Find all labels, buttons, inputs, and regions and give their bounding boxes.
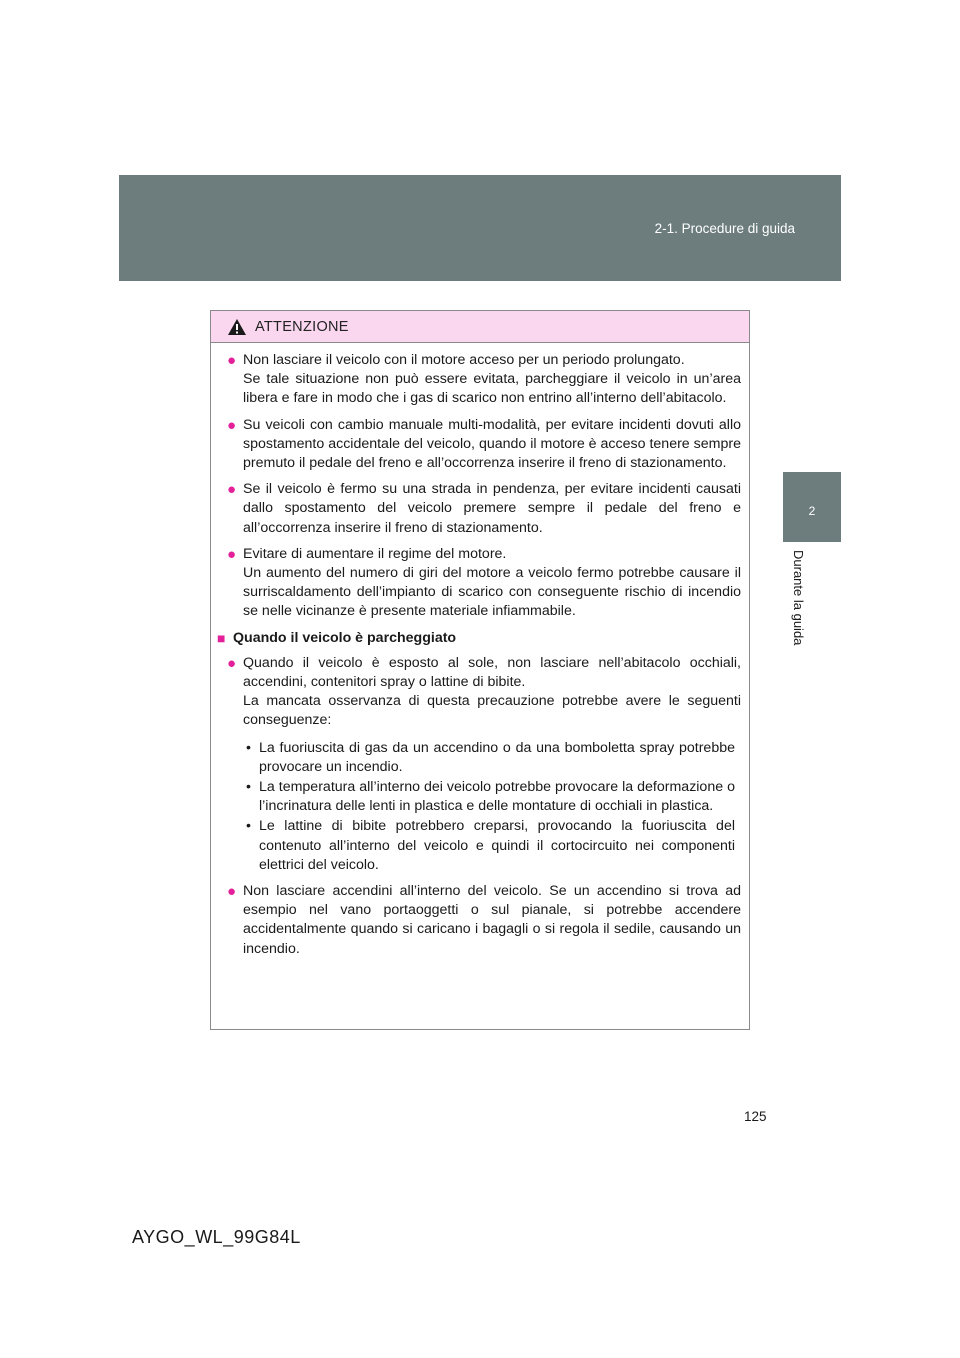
document-code: AYGO_WL_99G84L	[132, 1227, 301, 1247]
page-number: 125	[744, 1109, 767, 1124]
item-text: Se il veicolo è fermo su una strada in pendenza, per evitare incidenti causati dallo spostamento del veicolo premere sempre il pedale del freno e all’occorrenza inserire il freno di stazionamento.	[243, 481, 741, 536]
parked-item	[217, 882, 741, 959]
bullet-dot-icon: ●	[227, 416, 237, 434]
consequence-text: La fuoriuscita di gas da un accendino o da una bomboletta spray potrebbe provocare un incendio.	[259, 739, 735, 775]
dot-marker-icon: •	[246, 739, 251, 756]
warning-title: ATTENZIONE	[255, 318, 349, 335]
warning-item	[217, 480, 741, 538]
warning-icon	[227, 318, 247, 336]
consequence-item	[243, 817, 741, 875]
header-band	[119, 175, 841, 281]
parked-item	[217, 654, 741, 875]
consequence-item	[243, 739, 741, 777]
item-text: Quando il veicolo è esposto al sole, non lasciare nell’abitacolo occhiali, accendini, contenitori spray o lattine di bibite.	[243, 654, 741, 691]
subheading	[217, 629, 741, 648]
bullet-dot-icon: ●	[227, 352, 237, 369]
item-text: Su veicoli con cambio manuale multi-modalità, per evitare incidenti dovuti allo spostamento accidentale del veicolo, quando il motore è acceso tenere sempre premuto il pedale del freno e all’occorrenza inserire il freno di stazionamento.	[243, 416, 741, 472]
item-text: Un aumento del numero di giri del motore a veicolo fermo potrebbe causare il surriscaldamento dell’impianto di scarico con conseguente rischio di incendio se nelle vicinanze è presente materiale infiammabile.	[243, 565, 741, 620]
section-title: 2-1. Procedure di guida	[654, 221, 795, 236]
subheading-text: Quando il veicolo è parcheggiato	[233, 629, 457, 646]
consequence-text: Le lattine di bibite potrebbero creparsi, provocando la fuoriuscita del contenuto all’interno del veicolo e quindi il cortocircuito nei componenti elettrici del veicolo.	[259, 818, 735, 873]
bullet-dot-icon: ●	[227, 481, 237, 499]
bullet-dot-icon: ●	[227, 545, 237, 563]
item-text: La mancata osservanza di questa precauzione potrebbe avere le seguenti conseguenze:	[243, 693, 741, 729]
chapter-tab	[783, 472, 841, 542]
bullet-dot-icon: ●	[227, 883, 237, 901]
item-text: Evitare di aumentare il regime del motore.	[243, 545, 507, 562]
chapter-number: 2	[808, 504, 816, 518]
warning-item	[217, 416, 741, 474]
dot-marker-icon: •	[246, 818, 251, 835]
warning-header	[211, 311, 749, 343]
warning-box	[210, 310, 750, 1030]
bullet-dot-icon: ●	[227, 654, 237, 672]
warning-body	[211, 343, 749, 959]
consequence-item	[243, 778, 741, 816]
consequence-text: La temperatura all’interno dei veicolo potrebbe provocare la deformazione o l’incrinatura delle lenti in plastica e delle montature di occhiali in plastica.	[259, 779, 735, 815]
square-bullet-icon: ■	[217, 629, 226, 646]
item-text: Non lasciare accendini all’interno del veicolo. Se un accendino si trova ad esempio nel vano portaoggetti o sul pianale, si potrebbe accendere accidentalmente quando si caricano i bagagli o si regola il sedile, causando un incendio.	[243, 883, 741, 957]
chapter-label: Durante la guida	[791, 550, 806, 646]
warning-item	[217, 545, 741, 622]
warning-item	[217, 351, 741, 409]
dot-marker-icon: •	[246, 779, 251, 796]
item-text: Non lasciare il veicolo con il motore acceso per un periodo prolungato.	[243, 352, 685, 368]
item-text: Se tale situazione non può essere evitata, parcheggiare il veicolo in un’area libera e fare in modo che i gas di scarico non entrino all’interno dell’abitacolo.	[243, 371, 741, 407]
consequence-list	[243, 739, 741, 875]
